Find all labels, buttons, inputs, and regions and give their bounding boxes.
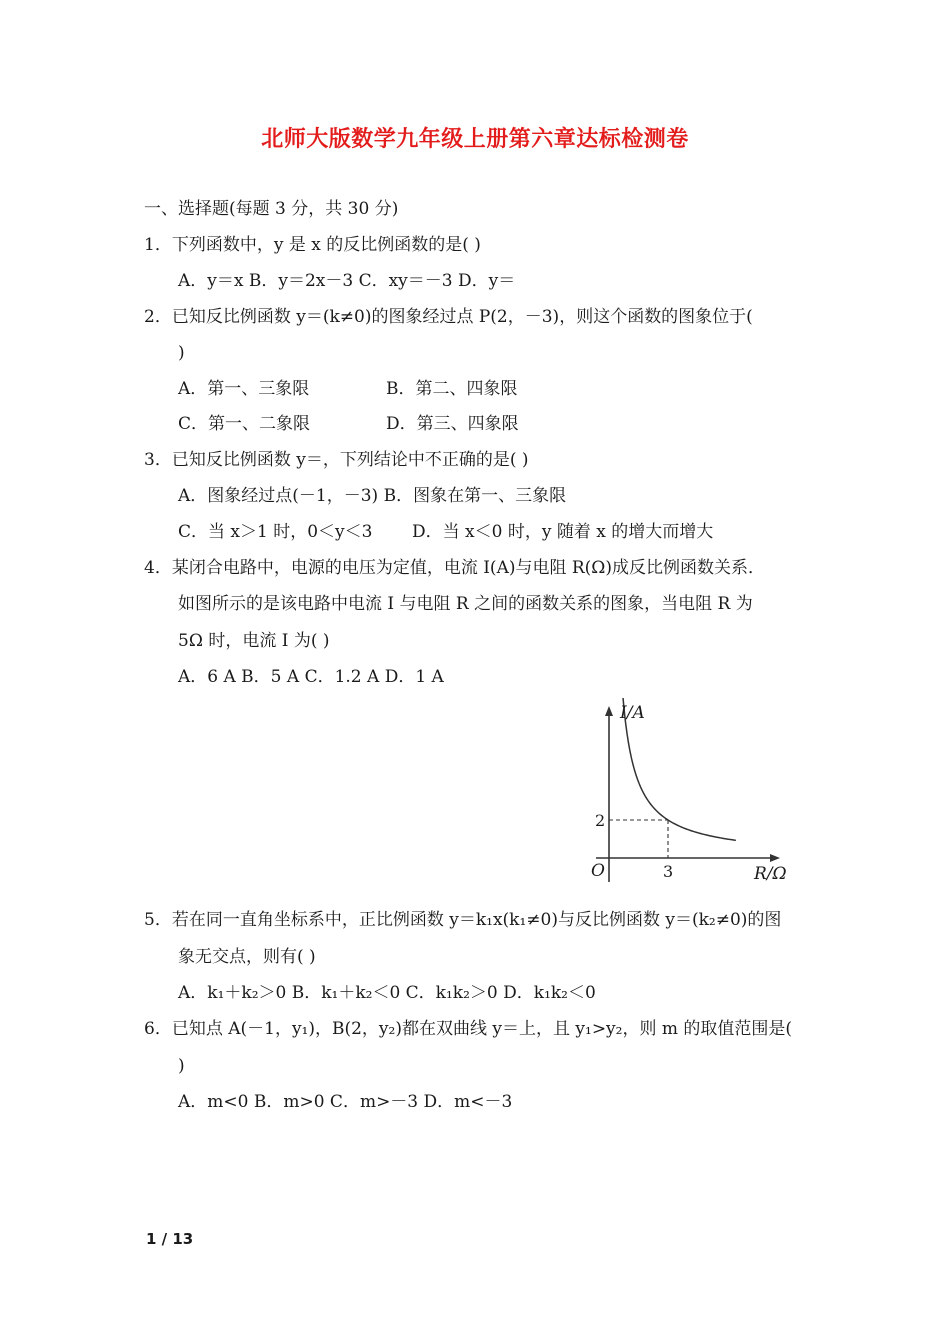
question-4-stem-1: 4．某闭合电路中，电源的电压为定值，电流 I(A)与电阻 R(Ω)成反比例函数关系．: [144, 558, 766, 578]
question-3-option-c: C．当 x＞1 时，0＜y＜3: [178, 522, 373, 542]
question-2-option-c: C．第一、二象限: [178, 414, 311, 434]
question-4-stem-3: 5Ω 时，电流 I 为( ): [178, 631, 330, 651]
section-heading: 一、选择题(每题 3 分，共 30 分): [144, 199, 399, 219]
page-number: 1 / 13: [146, 1230, 194, 1248]
question-5-options: A．k₁＋k₂＞0 B．k₁＋k₂＜0 C．k₁k₂＞0 D．k₁k₂＜0: [178, 983, 596, 1003]
question-2-option-d: D．第三、四象限: [386, 414, 519, 434]
current-resistance-graph: [578, 698, 808, 888]
y-axis-arrow-icon: [605, 706, 613, 716]
question-2-option-a: A．第一、三象限: [178, 379, 310, 399]
question-2-stem: 2．已知反比例函数 y＝(k≠0)的图象经过点 P(2，－3)，则这个函数的图象位于(: [144, 307, 753, 327]
question-6-options: A．m<0 B．m>0 C．m>－3 D．m<－3: [178, 1092, 513, 1112]
y-tick-label: 2: [595, 811, 606, 830]
question-3-option-d: D．当 x＜0 时，y 随着 x 的增大而增大: [412, 522, 714, 542]
question-3-stem: 3．已知反比例函数 y＝，下列结论中不正确的是( ): [144, 450, 529, 470]
question-4-options: A．6 A B．5 A C．1.2 A D．1 A: [178, 667, 444, 687]
x-axis-label: R/Ω: [754, 864, 787, 884]
question-2-stem-continued: ): [178, 343, 185, 363]
x-tick-label: 3: [663, 862, 674, 881]
origin-label: O: [591, 861, 605, 881]
question-2-option-b: B．第二、四象限: [386, 379, 518, 399]
question-1-stem: 1．下列函数中，y 是 x 的反比例函数的是( ): [144, 235, 481, 255]
question-4-stem-2: 如图所示的是该电路中电流 I 与电阻 R 之间的函数关系的图象，当电阻 R 为: [178, 594, 753, 614]
question-5-stem-2: 象无交点，则有( ): [178, 947, 316, 967]
x-axis-arrow-icon: [770, 854, 780, 862]
y-axis-label: I/A: [620, 703, 645, 723]
question-3-options-ab: A．图象经过点(－1，－3) B．图象在第一、三象限: [178, 486, 567, 506]
question-1-options: A．y＝x B．y＝2x－3 C．xy＝－3 D．y＝: [178, 271, 516, 291]
question-6-stem: 6．已知点 A(－1，y₁)，B(2，y₂)都在双曲线 y＝上，且 y₁>y₂，则 m 的取值范围是(: [144, 1019, 793, 1039]
page-title: 北师大版数学九年级上册第六章达标检测卷: [261, 127, 689, 152]
question-5-stem-1: 5．若在同一直角坐标系中，正比例函数 y＝k₁x(k₁≠0)与反比例函数 y＝(k₂≠0)的图: [144, 910, 782, 930]
question-6-stem-continued: ): [178, 1056, 185, 1076]
